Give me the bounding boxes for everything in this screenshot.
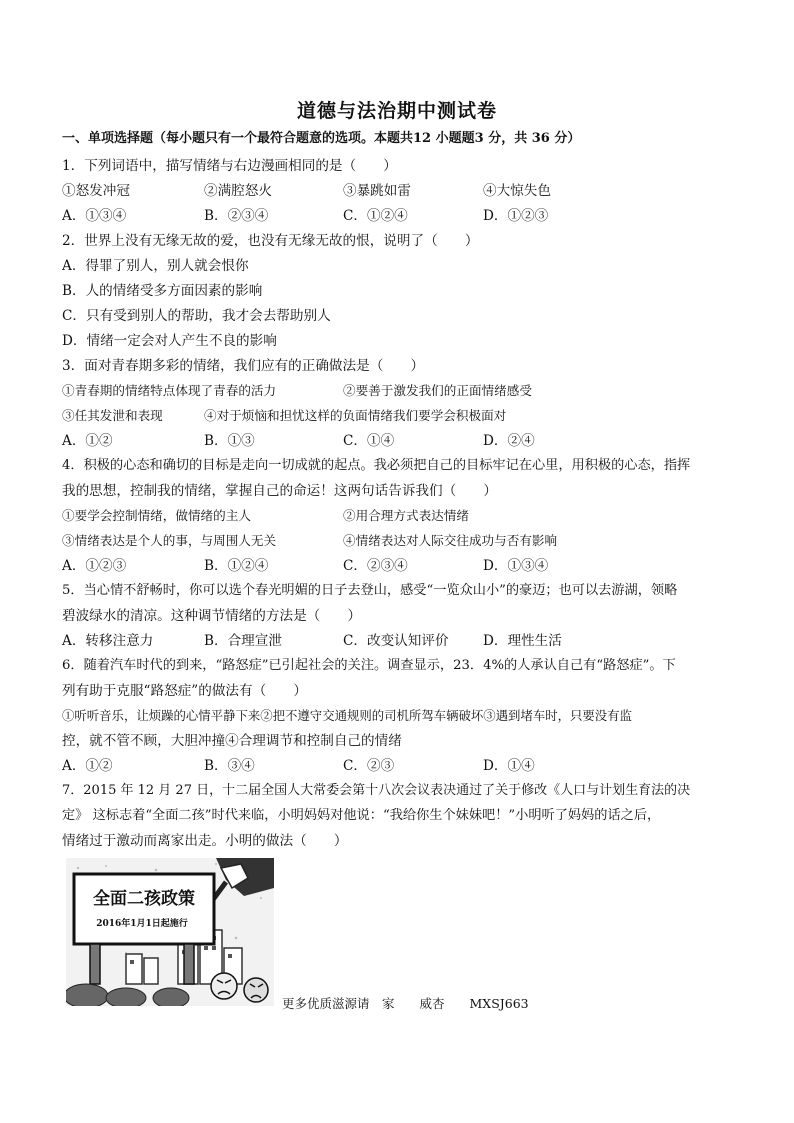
question-6-stem-2: 列有助于克服“路怒症”的做法有（ ）: [62, 683, 307, 699]
q2-option-a: A．得罪了别人，别人就会恨你: [62, 258, 249, 274]
cartoon-illustration: [66, 858, 274, 1006]
footer-watermark-text: 更多优质滋源请 家 威杏 MXSJ663: [282, 996, 529, 1011]
q6-option-a: A．①②: [62, 758, 113, 774]
q3-item-2: ②要善于激发我们的正面情绪感受: [343, 383, 532, 398]
question-3-items-row1: [62, 382, 742, 400]
question-5-stem-1: 5．当心情不舒畅时，你可以选个春光明媚的日子去登山，感受“一览众山小”的豪迈；也可以去游湖，领略: [62, 583, 678, 598]
q1-option-d: D．①②③: [483, 208, 549, 224]
q3-item-3: ③任其发泄和表现: [62, 408, 163, 423]
q1-item-2: ②满腔怒火: [204, 183, 272, 199]
q3-option-c: C．①④: [343, 433, 395, 449]
question-3-stem: 3．面对青春期多彩的情绪，我们应有的正确做法是（ ）: [62, 358, 425, 374]
q5-option-c: C．改变认知评价: [343, 633, 449, 649]
question-6-items-1: ①听听音乐，让烦躁的心情平静下来②把不遵守交通规则的司机所驾车辆破坏③遇到堵车时，只要没有监: [62, 708, 632, 723]
q3-item-4: ④对于烦恼和担忧这样的负面情绪我们要学会积极面对: [204, 408, 507, 423]
q6-option-b: B．③④: [204, 758, 255, 774]
q1-option-a: A．①③④: [62, 208, 127, 224]
question-1-items: [62, 182, 742, 200]
question-4-stem-2: 我的思想，控制我的情绪，掌握自己的命运！这两句话告诉我们（ ）: [62, 483, 497, 499]
q3-option-b: B．①③: [204, 433, 255, 449]
q4-option-d: D．①③④: [483, 558, 549, 574]
question-7-stem-3: 情绪过于激动而离家出走。小明的做法（ ）: [62, 833, 348, 849]
question-6-items-2: 控，就不管不顾，大胆冲撞④合理调节和控制自己的情绪: [62, 733, 402, 749]
q4-option-c: C．②③④: [343, 558, 408, 574]
section-heading: 一、单项选择题（每小题只有一个最符合题意的选项。本题共12 小题题3 分，共 36 分）: [62, 131, 581, 146]
q1-item-4: ④大惊失色: [483, 183, 551, 199]
q5-option-d: D．理性生活: [483, 633, 562, 649]
q2-option-c: C．只有受到别人的帮助，我才会去帮助别人: [62, 308, 331, 324]
question-1-stem: 1．下列词语中，描写情绪与右边漫画相同的是（ ）: [62, 158, 397, 174]
question-7-stem-2: 定》 这标志着“全面二孩”时代来临，小明妈妈对他说：“我给你生个妹妹吧！”小明听了妈妈的话之后，: [62, 808, 661, 823]
question-5-options: [62, 632, 742, 650]
question-4-options: [62, 557, 742, 575]
q4-option-b: B．①②④: [204, 558, 269, 574]
question-2-stem: 2．世界上没有无缘无故的爱，也没有无缘无故的恨，说明了（ ）: [62, 233, 479, 249]
cartoon-sign-subtitle: 2016年1月1日起施行: [96, 919, 188, 929]
q6-option-c: C．②③: [343, 758, 395, 774]
question-3-items-row2: [62, 407, 742, 425]
question-6-stem-1: 6．随着汽车时代的到来，“路怒症”已引起社会的关注。调查显示，23．4%的人承认自己有“路怒症”。下: [62, 658, 676, 673]
q3-option-a: A．①②: [62, 433, 113, 449]
cartoon-sign-title: 全面二孩政策: [93, 889, 195, 909]
question-3-options: [62, 432, 742, 450]
q1-option-b: B．②③④: [204, 208, 269, 224]
q1-item-3: ③暴跳如雷: [343, 183, 411, 199]
q6-option-d: D．①④: [483, 758, 535, 774]
question-7-stem-1: 7．2015 年 12 月 27 日，十二届全国人大常委会第十八次会议表决通过了关于修改《人口与计划生育法的决: [62, 783, 691, 798]
question-6-options: [62, 757, 742, 775]
question-4-items-row1: [62, 507, 742, 525]
question-4-items-row2: [62, 532, 742, 550]
q2-option-b: B．人的情绪受多方面因素的影响: [62, 283, 263, 299]
question-5-stem-2: 碧波绿水的清凉。这种调节情绪的方法是（ ）: [62, 608, 362, 624]
q1-item-1: ①怒发冲冠: [62, 183, 130, 199]
q4-item-2: ②用合理方式表达情绪: [343, 508, 469, 523]
q5-option-b: B．合理宣泄: [204, 633, 282, 649]
q1-option-c: C．①②④: [343, 208, 408, 224]
q4-option-a: A．①②③: [62, 558, 127, 574]
q3-option-d: D．②④: [483, 433, 535, 449]
q4-item-4: ④情绪表达对人际交往成功与否有影响: [343, 533, 558, 548]
q3-item-1: ①青春期的情绪特点体现了青春的活力: [62, 383, 277, 398]
exam-title: 道德与法治期中测试卷: [296, 100, 497, 122]
q4-item-3: ③情绪表达是个人的事，与周围人无关: [62, 533, 277, 548]
question-1-options: [62, 207, 742, 225]
cartoon-image: [66, 858, 274, 1006]
q2-option-d: D．情绪一定会对人产生不良的影响: [62, 333, 277, 349]
q5-option-a: A．转移注意力: [62, 633, 154, 649]
q4-item-1: ①要学会控制情绪，做情绪的主人: [62, 508, 251, 523]
question-4-stem-1: 4．积极的心态和确切的目标是走向一切成就的起点。我必须把自己的目标牢记在心里，用积极的心态，指挥: [62, 458, 691, 473]
